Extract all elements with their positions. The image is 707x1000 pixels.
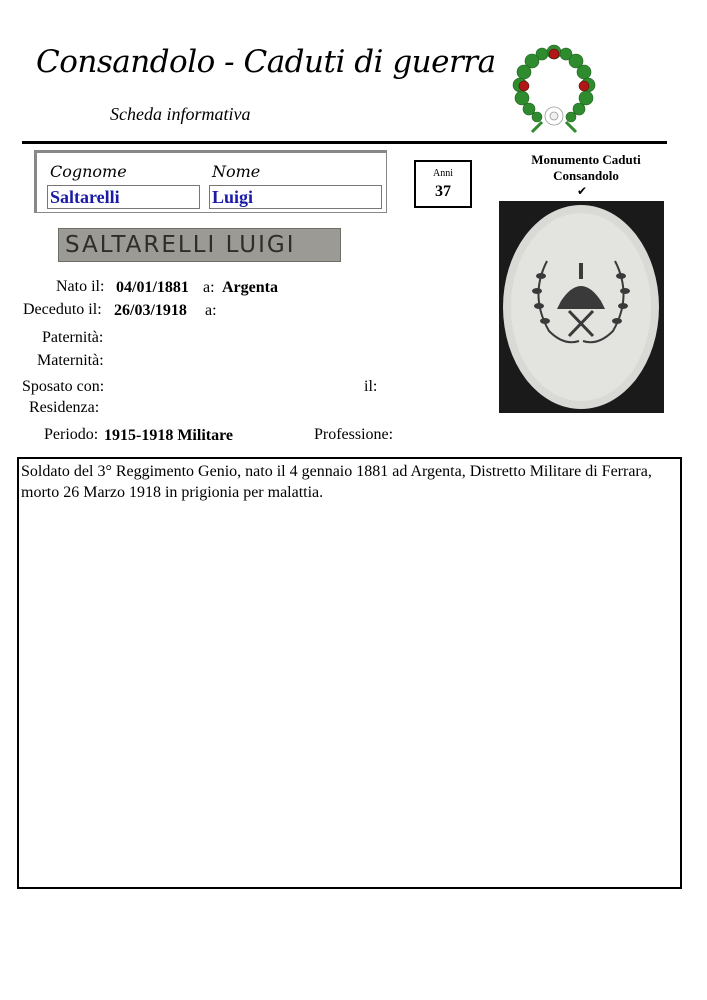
nome-field[interactable]: Luigi (209, 185, 382, 209)
monument-title: Monumento Caduti Consandolo (531, 152, 641, 183)
age-box (414, 160, 472, 208)
cognome-field[interactable]: Saltarelli (47, 185, 200, 209)
age-value: 37 (435, 183, 451, 200)
nato-date: 04/01/1881 (116, 279, 189, 296)
sposato-label: Sposato con: (22, 378, 105, 395)
nome-label: Nome (212, 162, 261, 181)
monument-medallion-image (499, 201, 664, 413)
paternita-label: Paternità: (42, 329, 104, 346)
maternita-label: Maternità: (37, 352, 104, 369)
name-plaque-image: SALTARELLI LUIGI (58, 228, 341, 262)
header-divider (22, 141, 667, 144)
monument-checkbox[interactable]: ✔ (577, 184, 588, 198)
wreath-icon (508, 42, 600, 134)
description-box (17, 457, 682, 889)
page-title: Consandolo - Caduti di guerra (36, 44, 496, 80)
deceduto-label: Deceduto il: (23, 301, 102, 318)
cognome-label: Cognome (50, 162, 127, 181)
professione-label: Professione: (314, 426, 394, 443)
description-text: Soldato del 3° Reggimento Genio, nato il 4 gennaio 1881 ad Argenta, Distretto Militare di Ferrara, morto 26 Marzo 1918 in prigionia per malattia. (21, 463, 652, 501)
nato-label: Nato il: (56, 278, 105, 295)
sposato-il-label: il: (364, 378, 378, 395)
periodo-label: Periodo: (44, 426, 99, 443)
residenza-label: Residenza: (29, 399, 100, 416)
periodo-value: 1915-1918 Militare (104, 427, 234, 444)
nato-place: Argenta (222, 279, 278, 296)
deceduto-date: 26/03/1918 (114, 302, 187, 319)
deceduto-a-label: a: (205, 302, 217, 319)
age-label: Anni (433, 168, 453, 179)
nato-a-label: a: (203, 279, 215, 296)
page-subtitle: Scheda informativa (110, 104, 251, 124)
